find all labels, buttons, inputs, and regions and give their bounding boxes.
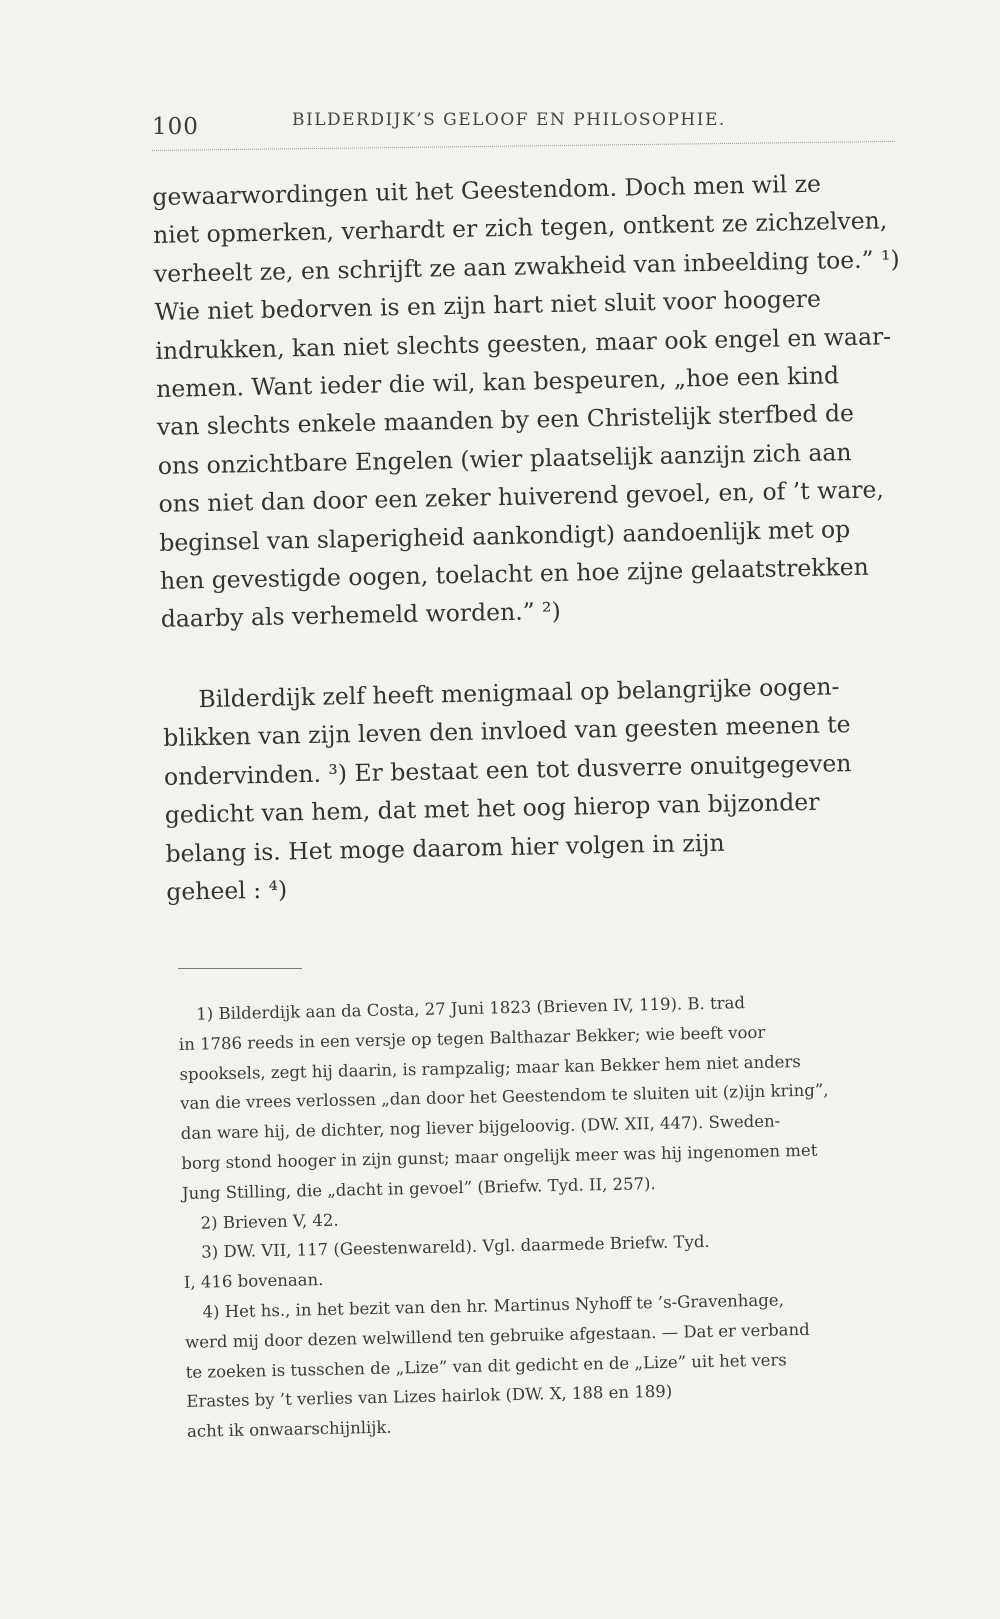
text-line: geheel : ⁴) bbox=[166, 875, 288, 906]
text-line: gedicht van hem, dat met het oog hierop van bijzonder bbox=[164, 787, 820, 829]
footnotes bbox=[178, 985, 927, 1447]
footnote-line: 2) Brieven V, 42. bbox=[200, 1210, 339, 1233]
text-line: van slechts enkele maanden by een Christelijk sterfbed de bbox=[156, 399, 855, 442]
paragraph-1 bbox=[152, 163, 927, 639]
text-line: Wie niet bedorven is en zijn hart niet sluit voor hoogere bbox=[154, 284, 822, 327]
footnote-line: 3) DW. VII, 117 (Geestenwareld). Vgl. daarmede Briefw. Tyd. bbox=[201, 1232, 710, 1262]
main-text bbox=[152, 163, 933, 912]
footnote-1 bbox=[178, 985, 922, 1209]
footnote-line: van die vrees verlossen „dan door het Geestendom te sluiten uit (z)ijn kring”, bbox=[179, 1080, 829, 1114]
footnote-line: I, 416 bovenaan. bbox=[183, 1270, 324, 1293]
running-head bbox=[152, 106, 918, 140]
text-line: indrukken, kan niet slechts geesten, maar ook engel en waar- bbox=[155, 321, 892, 365]
text-line: belang is. Het moge daarom hier volgen in zijn bbox=[165, 828, 725, 868]
text-line: beginsel van slaperigheid aankondigt) aandoenlijk met op bbox=[159, 514, 851, 557]
footnote-line: werd mij door dezen welwillend ten gebruike afgestaan. — Dat er verband bbox=[184, 1319, 810, 1352]
page-number: 100 bbox=[152, 114, 199, 140]
footnote-line: borg stond hooger in zijn gunst; maar ongelijk meer was hij ingenomen met bbox=[181, 1140, 818, 1173]
footnote-line: acht ik onwaarschijnlijk. bbox=[186, 1417, 392, 1442]
footnote-line: spooksels, zegt hij daarin, is rampzalig; maar kan Bekker hem niet anders bbox=[179, 1051, 801, 1084]
text-line: nemen. Want ieder die wil, kan bespeuren, „hoe een kind bbox=[155, 361, 840, 403]
paragraph-2 bbox=[162, 665, 932, 911]
footnote-line: 4) Het hs., in het bezit van den hr. Martinus Nyhoff te ’s-Gravenhage, bbox=[202, 1290, 785, 1322]
text-line: ons onzichtbare Engelen (wier plaatselijk aanzijn zich aan bbox=[157, 437, 852, 480]
text-line: blikken van zijn leven den invloed van geesten meenen te bbox=[162, 710, 851, 753]
running-title: BILDERDIJK’S GELOOF EN PHILOSOPHIE. bbox=[292, 110, 726, 130]
footnote-line: 1) Bilderdijk aan da Costa, 27 Juni 1823 (Brieven IV, 119). B. trad bbox=[196, 993, 746, 1024]
text-line: gewaarwordingen uit het Geestendom. Doch men wil ze bbox=[152, 169, 822, 211]
text-line: verheelt ze, en schrijft ze aan zwakheid van inbeelding toe.” ¹) bbox=[153, 244, 900, 288]
text-line: Bilderdijk zelf heeft menigmaal op belangrijke oogen- bbox=[198, 672, 840, 714]
footnote-line: dan ware hij, de dichter, nog liever bijgeloovig. (DW. XII, 447). Sweden- bbox=[180, 1111, 781, 1144]
footnote-line: Jung Stilling, die „dacht in gevoel” (Briefw. Tyd. II, 257). bbox=[181, 1173, 656, 1203]
text-line: ons niet dan door een zeker huiverend gevoel, en, of ’t ware, bbox=[158, 475, 885, 519]
text-line: daarby als verhemeld worden.” ²) bbox=[160, 597, 562, 634]
text-line: niet opmerken, verhardt er zich tegen, ontkent ze zichzelven, bbox=[152, 206, 888, 250]
footnote-line: te zoeken is tusschen de „Lize” van dit gedicht en de „Lize” uit het vers bbox=[185, 1349, 787, 1382]
text-line: hen gevestigde oogen, toelacht en hoe zijne gelaatstrekken bbox=[159, 552, 870, 595]
footnote-line: Erastes by ’t verlies van Lizes hairlok (DW. X, 188 en 189) bbox=[186, 1382, 673, 1412]
footnote-4 bbox=[184, 1282, 927, 1446]
header-rule bbox=[152, 141, 895, 157]
footnote-line: in 1786 reeds in een versje op tegen Balthazar Bekker; wie beeft voor bbox=[178, 1022, 766, 1054]
text-line: ondervinden. ³) Er bestaat een tot dusverre onuitgegeven bbox=[163, 748, 852, 791]
footnote-separator bbox=[178, 968, 302, 969]
